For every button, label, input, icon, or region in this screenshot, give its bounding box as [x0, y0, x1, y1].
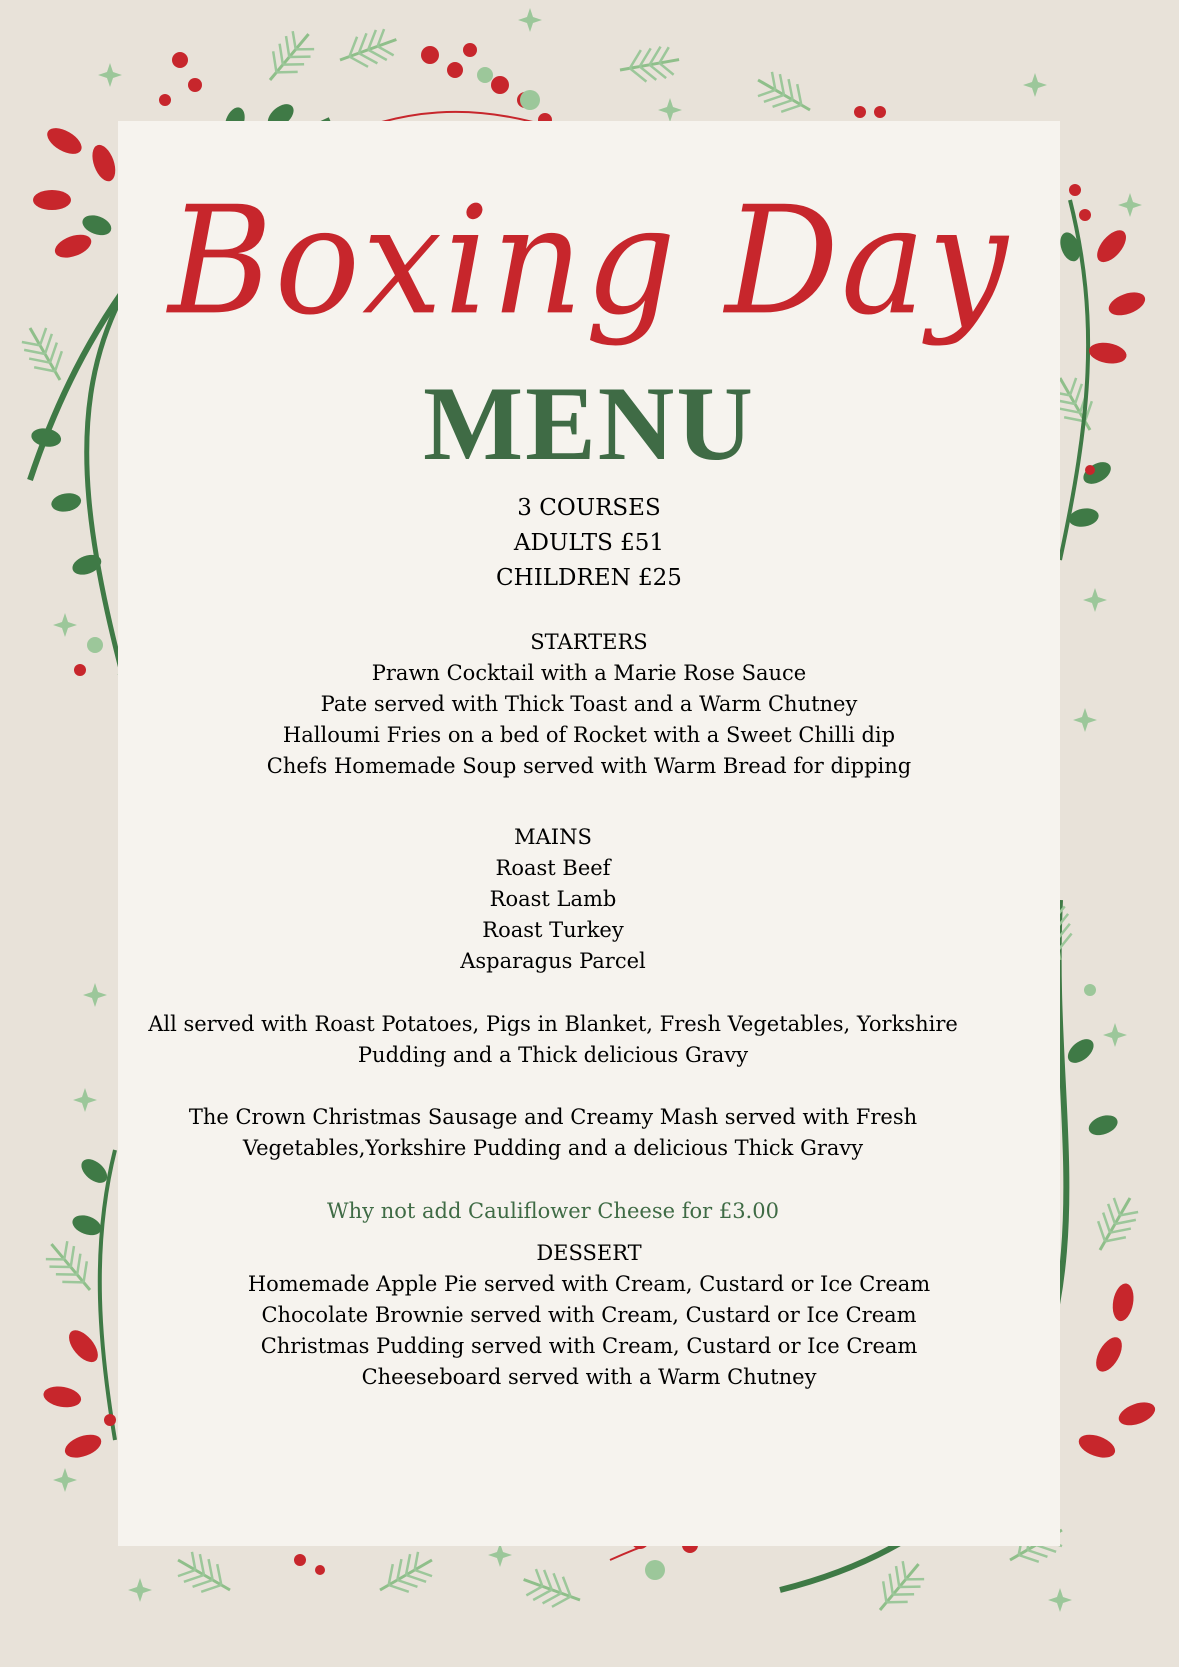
list-item: Cheeseboard served with a Warm Chutney	[361, 1365, 817, 1389]
list-item: Homemade Apple Pie served with Cream, Custard or Ice Cream	[247, 1272, 931, 1296]
sausage-note	[82, 1102, 1024, 1164]
sausage-line: The Crown Christmas Sausage and Creamy Mash served with Fresh	[188, 1105, 918, 1129]
list-item: Prawn Cocktail with a Marie Rose Sauce	[371, 661, 807, 685]
list-item: Chocolate Brownie served with Cream, Custard or Ice Cream	[261, 1303, 917, 1327]
dessert-section	[118, 1238, 1060, 1393]
mains-heading: MAINS	[514, 825, 592, 849]
starters-section	[118, 627, 1060, 782]
pricing-children: CHILDREN £25	[496, 565, 682, 591]
boxing-day-title: Boxing Day	[168, 174, 1010, 349]
menu-card	[118, 121, 1060, 1546]
list-item: Halloumi Fries on a bed of Rocket with a Sweet Chilli dip	[282, 723, 896, 747]
list-item: Pate served with Thick Toast and a Warm Chutney	[320, 692, 858, 716]
list-item: Asparagus Parcel	[460, 949, 646, 973]
starters-heading: STARTERS	[530, 630, 648, 654]
list-item: Roast Beef	[495, 856, 611, 880]
served-with-line: Pudding and a Thick delicious Gravy	[357, 1043, 749, 1067]
list-item: Chefs Homemade Soup served with Warm Bread for dipping	[266, 754, 912, 778]
cauliflower-note: Why not add Cauliflower Cheese for £3.00	[327, 1199, 779, 1223]
sausage-line: Vegetables,Yorkshire Pudding and a delicious Thick Gravy	[242, 1136, 864, 1160]
list-item: Roast Turkey	[482, 918, 624, 942]
served-with-note	[82, 1009, 1024, 1071]
mains-section	[82, 822, 1024, 977]
list-item: Roast Lamb	[489, 887, 617, 911]
list-item: Christmas Pudding served with Cream, Custard or Ice Cream	[260, 1334, 918, 1358]
dessert-heading: DESSERT	[536, 1241, 642, 1265]
menu-title: MENU	[423, 365, 755, 482]
pricing-list	[118, 491, 1060, 596]
pricing-adults: ADULTS £51	[513, 530, 665, 556]
pricing-courses: 3 COURSES	[517, 495, 661, 521]
served-with-line: All served with Roast Potatoes, Pigs in Blanket, Fresh Vegetables, Yorkshire	[148, 1012, 958, 1036]
